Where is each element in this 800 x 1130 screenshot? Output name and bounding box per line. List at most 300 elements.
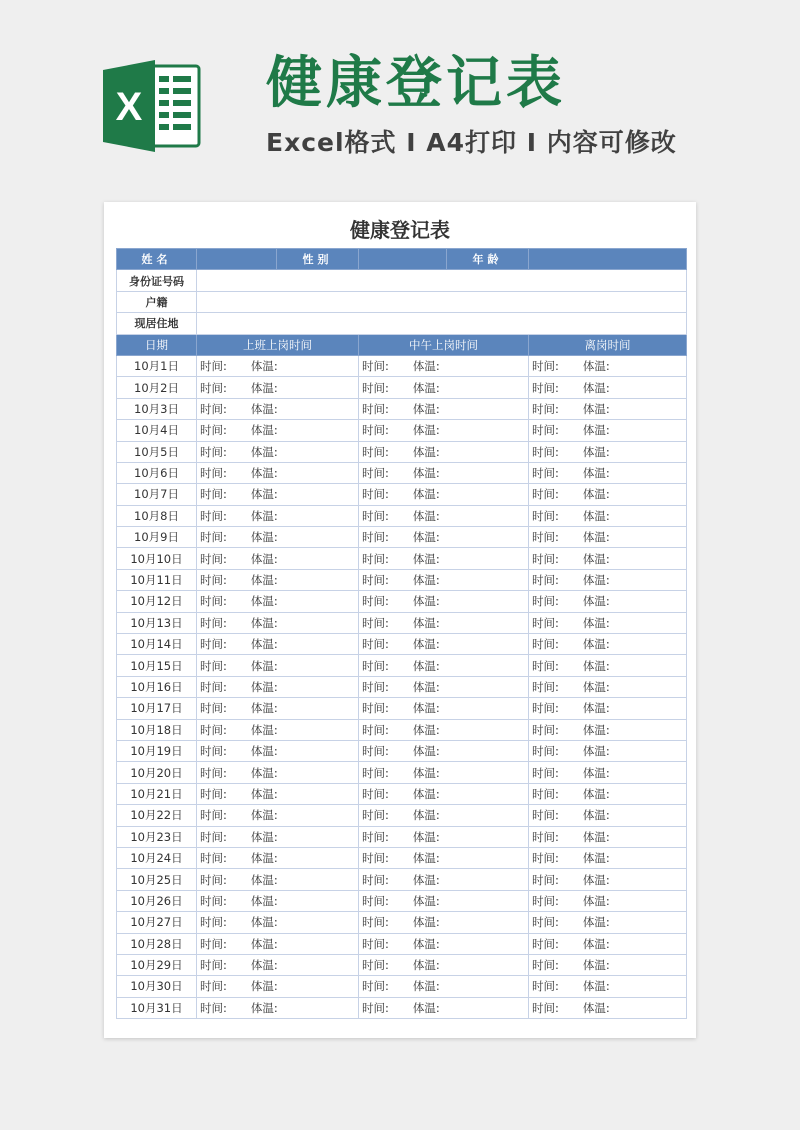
time-label: 时间: xyxy=(362,915,389,930)
table-row xyxy=(117,398,687,419)
time-label: 时间: xyxy=(200,958,227,973)
time-label: 时间: xyxy=(200,744,227,759)
date-cell: 10月13日 xyxy=(117,612,197,633)
time-label: 时间: xyxy=(362,466,389,481)
temp-label: 体温: xyxy=(582,958,610,973)
noon-cell[interactable] xyxy=(359,719,529,740)
temp-label: 体温: xyxy=(250,744,278,759)
morning-cell[interactable] xyxy=(197,783,359,804)
noon-cell[interactable] xyxy=(359,933,529,954)
morning-cell[interactable] xyxy=(197,997,359,1018)
time-label: 时间: xyxy=(362,401,389,416)
temp-label: 体温: xyxy=(250,401,278,416)
table-row xyxy=(117,698,687,719)
time-label: 时间: xyxy=(532,551,559,566)
time-label: 时间: xyxy=(200,722,227,737)
leave-cell[interactable] xyxy=(529,869,687,890)
table-row xyxy=(117,997,687,1018)
temp-label: 体温: xyxy=(412,380,440,395)
noon-cell[interactable] xyxy=(359,355,529,376)
temp-label: 体温: xyxy=(582,658,610,673)
temp-label: 体温: xyxy=(412,872,440,887)
noon-cell[interactable] xyxy=(359,441,529,462)
morning-cell[interactable] xyxy=(197,548,359,569)
time-label: 时间: xyxy=(200,508,227,523)
temp-label: 体温: xyxy=(582,936,610,951)
temp-label: 体温: xyxy=(250,508,278,523)
morning-cell[interactable] xyxy=(197,527,359,548)
morning-cell[interactable] xyxy=(197,420,359,441)
morning-cell[interactable] xyxy=(197,912,359,933)
time-label: 时间: xyxy=(200,573,227,588)
temp-label: 体温: xyxy=(412,722,440,737)
temp-label: 体温: xyxy=(582,829,610,844)
info-header-row xyxy=(117,249,687,270)
noon-cell[interactable] xyxy=(359,997,529,1018)
temp-label: 体温: xyxy=(412,594,440,609)
time-label: 时间: xyxy=(532,680,559,694)
temp-label: 体温: xyxy=(412,658,440,673)
morning-cell[interactable] xyxy=(197,933,359,954)
sheet-title: 健康登记表 xyxy=(350,218,450,242)
table-row xyxy=(117,890,687,911)
id-row xyxy=(117,270,687,291)
temp-label: 体温: xyxy=(412,958,440,973)
table-row xyxy=(117,805,687,826)
temp-label: 体温: xyxy=(582,680,610,694)
morning-cell[interactable] xyxy=(197,826,359,847)
temp-label: 体温: xyxy=(412,915,440,930)
time-label: 时间: xyxy=(532,744,559,759)
morning-cell[interactable] xyxy=(197,484,359,505)
leave-cell[interactable] xyxy=(529,655,687,676)
temp-label: 体温: xyxy=(412,808,440,823)
leave-cell[interactable] xyxy=(529,377,687,398)
noon-cell[interactable] xyxy=(359,527,529,548)
morning-cell[interactable] xyxy=(197,719,359,740)
time-label: 时间: xyxy=(200,872,227,887)
leave-cell[interactable] xyxy=(529,420,687,441)
time-label: 时间: xyxy=(362,765,389,780)
table-row xyxy=(117,505,687,526)
noon-cell[interactable] xyxy=(359,548,529,569)
temp-label: 体温: xyxy=(412,701,440,716)
table-row xyxy=(117,740,687,761)
table-row xyxy=(117,933,687,954)
morning-header: 上班上岗时间 xyxy=(197,334,359,355)
temp-label: 体温: xyxy=(582,594,610,609)
temp-label: 体温: xyxy=(250,380,278,395)
temp-label: 体温: xyxy=(250,1000,278,1015)
time-label: 时间: xyxy=(532,872,559,887)
noon-cell[interactable] xyxy=(359,612,529,633)
temp-label: 体温: xyxy=(250,786,278,801)
temp-label: 体温: xyxy=(582,401,610,416)
time-label: 时间: xyxy=(362,958,389,973)
date-cell: 10月11日 xyxy=(117,569,197,590)
morning-cell[interactable] xyxy=(197,377,359,398)
leave-cell[interactable] xyxy=(529,612,687,633)
time-label: 时间: xyxy=(200,915,227,930)
noon-cell[interactable] xyxy=(359,805,529,826)
date-cell: 10月5日 xyxy=(117,441,197,462)
date-cell: 10月27日 xyxy=(117,912,197,933)
table-row xyxy=(117,954,687,975)
time-label: 时间: xyxy=(362,487,389,502)
time-label: 时间: xyxy=(532,466,559,481)
time-label: 时间: xyxy=(532,765,559,780)
morning-cell[interactable] xyxy=(197,954,359,975)
table-row xyxy=(117,912,687,933)
time-label: 时间: xyxy=(532,615,559,630)
time-label: 时间: xyxy=(532,936,559,951)
temp-label: 体温: xyxy=(250,979,278,994)
temp-label: 体温: xyxy=(412,1000,440,1015)
time-label: 时间: xyxy=(362,808,389,823)
noon-cell[interactable] xyxy=(359,826,529,847)
hukou-row xyxy=(117,291,687,312)
temp-label: 体温: xyxy=(412,508,440,523)
leave-cell[interactable] xyxy=(529,698,687,719)
date-cell: 10月12日 xyxy=(117,591,197,612)
temp-label: 体温: xyxy=(582,893,610,908)
hero-title: 健康登记表 xyxy=(266,51,566,116)
noon-cell[interactable] xyxy=(359,890,529,911)
temp-label: 体温: xyxy=(250,851,278,866)
time-label: 时间: xyxy=(532,508,559,523)
noon-cell[interactable] xyxy=(359,676,529,697)
temp-label: 体温: xyxy=(250,573,278,588)
table-row xyxy=(117,719,687,740)
time-label: 时间: xyxy=(532,722,559,737)
noon-cell[interactable] xyxy=(359,591,529,612)
temp-label: 体温: xyxy=(250,444,278,459)
table-row xyxy=(117,420,687,441)
temp-label: 体温: xyxy=(250,701,278,716)
logo-letter: X xyxy=(115,85,143,129)
leave-cell[interactable] xyxy=(529,805,687,826)
table-row xyxy=(117,826,687,847)
temp-label: 体温: xyxy=(412,466,440,481)
time-label: 时间: xyxy=(362,508,389,523)
morning-cell[interactable] xyxy=(197,698,359,719)
temp-label: 体温: xyxy=(412,551,440,566)
morning-cell[interactable] xyxy=(197,462,359,483)
date-cell: 10月18日 xyxy=(117,719,197,740)
date-cell: 10月31日 xyxy=(117,997,197,1018)
date-cell: 10月17日 xyxy=(117,698,197,719)
morning-cell[interactable] xyxy=(197,869,359,890)
time-label: 时间: xyxy=(532,786,559,801)
hukou-label: 户籍 xyxy=(117,291,197,312)
leave-cell[interactable] xyxy=(529,634,687,655)
temp-label: 体温: xyxy=(582,444,610,459)
temp-label: 体温: xyxy=(412,829,440,844)
leave-cell[interactable] xyxy=(529,976,687,997)
date-cell: 10月22日 xyxy=(117,805,197,826)
table-row xyxy=(117,355,687,376)
leave-cell[interactable] xyxy=(529,591,687,612)
table-row xyxy=(117,569,687,590)
leave-cell[interactable] xyxy=(529,719,687,740)
temp-label: 体温: xyxy=(412,444,440,459)
time-label: 时间: xyxy=(200,829,227,844)
time-label: 时间: xyxy=(362,530,389,545)
noon-cell[interactable] xyxy=(359,783,529,804)
time-label: 时间: xyxy=(532,487,559,502)
time-label: 时间: xyxy=(200,423,227,438)
table-row xyxy=(117,655,687,676)
temp-label: 体温: xyxy=(412,979,440,994)
time-label: 时间: xyxy=(200,530,227,545)
time-label: 时间: xyxy=(200,466,227,481)
leave-cell[interactable] xyxy=(529,740,687,761)
gender-value[interactable] xyxy=(359,249,447,270)
time-label: 时间: xyxy=(362,701,389,716)
leave-cell[interactable] xyxy=(529,505,687,526)
noon-cell[interactable] xyxy=(359,398,529,419)
morning-cell[interactable] xyxy=(197,441,359,462)
temp-label: 体温: xyxy=(582,573,610,588)
noon-cell[interactable] xyxy=(359,869,529,890)
temp-label: 体温: xyxy=(582,615,610,630)
table-row xyxy=(117,484,687,505)
noon-cell[interactable] xyxy=(359,954,529,975)
temp-label: 体温: xyxy=(250,936,278,951)
temp-label: 体温: xyxy=(582,359,610,374)
hukou-value[interactable] xyxy=(197,291,687,312)
temp-label: 体温: xyxy=(250,893,278,908)
table-row xyxy=(117,548,687,569)
time-label: 时间: xyxy=(200,936,227,951)
time-label: 时间: xyxy=(200,401,227,416)
noon-cell[interactable] xyxy=(359,762,529,783)
morning-cell[interactable] xyxy=(197,398,359,419)
leave-cell[interactable] xyxy=(529,676,687,697)
leave-cell[interactable] xyxy=(529,569,687,590)
noon-cell[interactable] xyxy=(359,569,529,590)
table-row xyxy=(117,762,687,783)
temp-label: 体温: xyxy=(250,530,278,545)
morning-cell[interactable] xyxy=(197,355,359,376)
morning-cell[interactable] xyxy=(197,762,359,783)
morning-cell[interactable] xyxy=(197,634,359,655)
morning-cell[interactable] xyxy=(197,676,359,697)
date-cell: 10月4日 xyxy=(117,420,197,441)
time-label: 时间: xyxy=(200,637,227,652)
time-label: 时间: xyxy=(200,551,227,566)
leave-cell[interactable] xyxy=(529,933,687,954)
name-value[interactable] xyxy=(197,249,277,270)
temp-label: 体温: xyxy=(250,615,278,630)
date-cell: 10月10日 xyxy=(117,548,197,569)
noon-cell[interactable] xyxy=(359,377,529,398)
address-label: 现居住地 xyxy=(117,313,197,334)
date-cell: 10月25日 xyxy=(117,869,197,890)
health-table xyxy=(116,248,687,1019)
leave-header: 离岗时间 xyxy=(529,334,687,355)
noon-cell[interactable] xyxy=(359,634,529,655)
temp-label: 体温: xyxy=(250,958,278,973)
time-label: 时间: xyxy=(532,530,559,545)
time-label: 时间: xyxy=(532,915,559,930)
time-label: 时间: xyxy=(362,744,389,759)
leave-cell[interactable] xyxy=(529,890,687,911)
table-row xyxy=(117,676,687,697)
log-header-row xyxy=(117,334,687,355)
leave-cell[interactable] xyxy=(529,762,687,783)
noon-cell[interactable] xyxy=(359,740,529,761)
time-label: 时间: xyxy=(200,808,227,823)
time-label: 时间: xyxy=(532,701,559,716)
temp-label: 体温: xyxy=(412,615,440,630)
time-label: 时间: xyxy=(362,658,389,673)
date-cell: 10月28日 xyxy=(117,933,197,954)
time-label: 时间: xyxy=(532,808,559,823)
table-row xyxy=(117,377,687,398)
time-label: 时间: xyxy=(362,786,389,801)
temp-label: 体温: xyxy=(412,765,440,780)
time-label: 时间: xyxy=(200,658,227,673)
leave-cell[interactable] xyxy=(529,548,687,569)
temp-label: 体温: xyxy=(582,979,610,994)
time-label: 时间: xyxy=(362,979,389,994)
time-label: 时间: xyxy=(532,359,559,374)
time-label: 时间: xyxy=(362,936,389,951)
temp-label: 体温: xyxy=(582,551,610,566)
temp-label: 体温: xyxy=(582,423,610,438)
time-label: 时间: xyxy=(200,893,227,908)
temp-label: 体温: xyxy=(582,915,610,930)
registration-sheet xyxy=(104,202,696,1038)
noon-cell[interactable] xyxy=(359,505,529,526)
age-label: 年龄 xyxy=(447,249,529,270)
time-label: 时间: xyxy=(532,851,559,866)
id-label: 身份证号码 xyxy=(117,270,197,291)
temp-label: 体温: xyxy=(250,658,278,673)
table-row xyxy=(117,462,687,483)
leave-cell[interactable] xyxy=(529,783,687,804)
temp-label: 体温: xyxy=(412,573,440,588)
date-cell: 10月24日 xyxy=(117,847,197,868)
temp-label: 体温: xyxy=(412,744,440,759)
time-label: 时间: xyxy=(362,872,389,887)
leave-cell[interactable] xyxy=(529,847,687,868)
date-cell: 10月30日 xyxy=(117,976,197,997)
temp-label: 体温: xyxy=(582,487,610,502)
address-value[interactable] xyxy=(197,313,687,334)
noon-cell[interactable] xyxy=(359,698,529,719)
morning-cell[interactable] xyxy=(197,612,359,633)
leave-cell[interactable] xyxy=(529,355,687,376)
hero-banner xyxy=(0,0,800,200)
temp-label: 体温: xyxy=(250,915,278,930)
time-label: 时间: xyxy=(532,401,559,416)
leave-cell[interactable] xyxy=(529,826,687,847)
noon-cell[interactable] xyxy=(359,484,529,505)
time-label: 时间: xyxy=(532,979,559,994)
morning-cell[interactable] xyxy=(197,976,359,997)
time-label: 时间: xyxy=(200,851,227,866)
time-label: 时间: xyxy=(362,680,389,694)
leave-cell[interactable] xyxy=(529,441,687,462)
morning-cell[interactable] xyxy=(197,890,359,911)
leave-cell[interactable] xyxy=(529,527,687,548)
temp-label: 体温: xyxy=(412,401,440,416)
time-label: 时间: xyxy=(532,380,559,395)
temp-label: 体温: xyxy=(250,808,278,823)
age-value[interactable] xyxy=(529,249,687,270)
temp-label: 体温: xyxy=(250,359,278,374)
noon-cell[interactable] xyxy=(359,847,529,868)
time-label: 时间: xyxy=(362,380,389,395)
leave-cell[interactable] xyxy=(529,912,687,933)
noon-cell[interactable] xyxy=(359,912,529,933)
noon-cell[interactable] xyxy=(359,462,529,483)
temp-label: 体温: xyxy=(582,380,610,395)
temp-label: 体温: xyxy=(582,466,610,481)
temp-label: 体温: xyxy=(412,423,440,438)
leave-cell[interactable] xyxy=(529,462,687,483)
leave-cell[interactable] xyxy=(529,954,687,975)
temp-label: 体温: xyxy=(582,765,610,780)
morning-cell[interactable] xyxy=(197,505,359,526)
temp-label: 体温: xyxy=(250,551,278,566)
time-label: 时间: xyxy=(362,444,389,459)
date-cell: 10月16日 xyxy=(117,676,197,697)
date-cell: 10月29日 xyxy=(117,954,197,975)
morning-cell[interactable] xyxy=(197,591,359,612)
table-row xyxy=(117,634,687,655)
table-row xyxy=(117,591,687,612)
temp-label: 体温: xyxy=(582,530,610,545)
leave-cell[interactable] xyxy=(529,484,687,505)
leave-cell[interactable] xyxy=(529,997,687,1018)
time-label: 时间: xyxy=(362,573,389,588)
time-label: 时间: xyxy=(200,786,227,801)
morning-cell[interactable] xyxy=(197,805,359,826)
noon-cell[interactable] xyxy=(359,420,529,441)
gender-label: 性别 xyxy=(277,249,359,270)
leave-cell[interactable] xyxy=(529,398,687,419)
time-label: 时间: xyxy=(362,851,389,866)
time-label: 时间: xyxy=(200,380,227,395)
table-row xyxy=(117,441,687,462)
time-label: 时间: xyxy=(362,423,389,438)
time-label: 时间: xyxy=(362,1000,389,1015)
time-label: 时间: xyxy=(532,573,559,588)
time-label: 时间: xyxy=(532,423,559,438)
time-label: 时间: xyxy=(362,637,389,652)
date-cell: 10月21日 xyxy=(117,783,197,804)
temp-label: 体温: xyxy=(582,851,610,866)
morning-cell[interactable] xyxy=(197,569,359,590)
table-row xyxy=(117,847,687,868)
noon-cell[interactable] xyxy=(359,976,529,997)
date-cell: 10月23日 xyxy=(117,826,197,847)
morning-cell[interactable] xyxy=(197,847,359,868)
noon-cell[interactable] xyxy=(359,655,529,676)
excel-logo-icon xyxy=(103,58,203,154)
temp-label: 体温: xyxy=(250,423,278,438)
morning-cell[interactable] xyxy=(197,740,359,761)
id-value[interactable] xyxy=(197,270,687,291)
morning-cell[interactable] xyxy=(197,655,359,676)
temp-label: 体温: xyxy=(582,1000,610,1015)
time-label: 时间: xyxy=(200,487,227,502)
date-cell: 10月26日 xyxy=(117,890,197,911)
date-header: 日期 xyxy=(117,334,197,355)
